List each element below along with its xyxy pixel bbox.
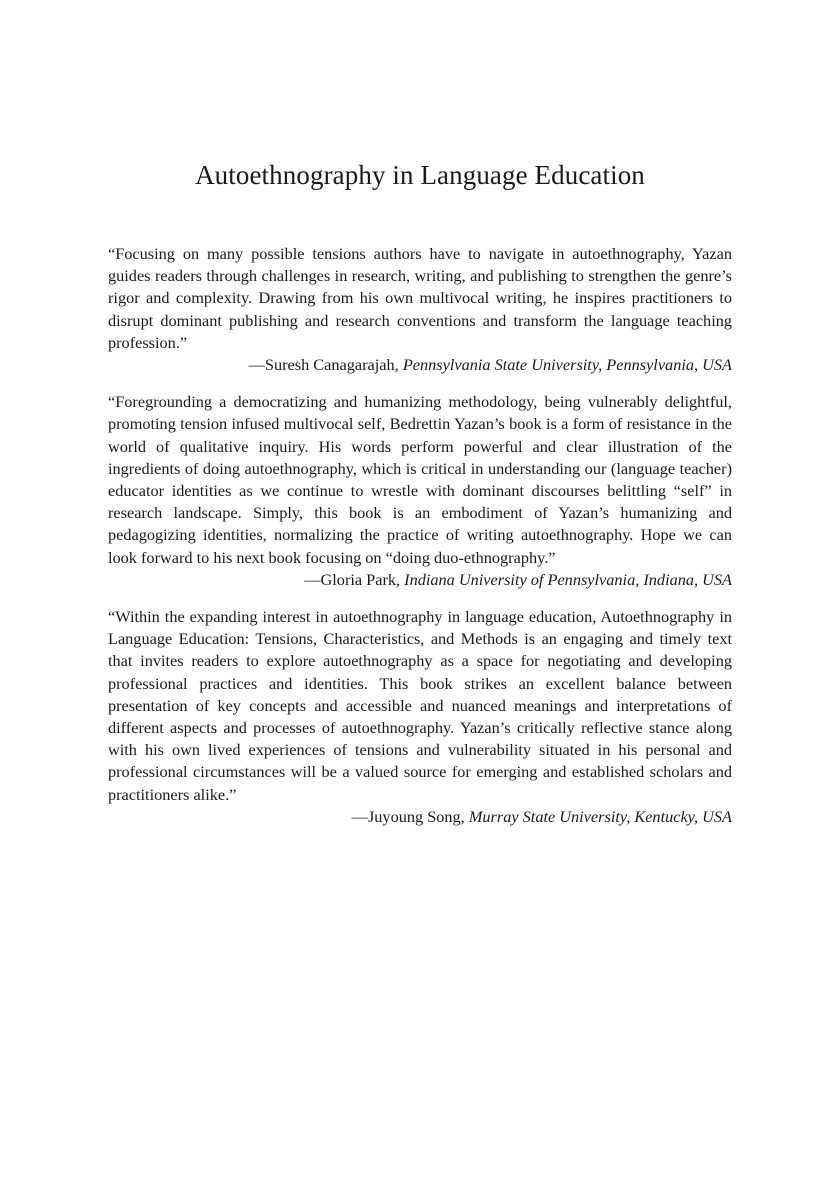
endorser-affiliation: Pennsylvania State University, Pennsylvania, USA <box>402 355 732 375</box>
endorsement-quote: “Focusing on many possible tensions authors have to navigate in autoethnography, Yazan guides readers through challenges in research, writing, and publishing to strengthen the genre’s rigor and complexity. Drawing from his own multivocal writing, he inspires practitioners to disrupt dominant publishing and research conventions and transform the language teaching profession.” <box>108 244 732 352</box>
endorsement-attribution <box>108 569 732 591</box>
endorser-affiliation: Murray State University, Kentucky, USA <box>468 806 732 826</box>
endorser-name: —Juyoung Song, <box>351 806 465 826</box>
endorser-name: —Suresh Canagarajah, <box>248 355 399 375</box>
endorsement-attribution <box>108 354 732 376</box>
endorsement-quote: “Foregrounding a democratizing and humanizing methodology, being vulnerably delightful, promoting tension infused multivocal self, Bedrettin Yazan’s book is a form of resistance in the world of qualitative inquiry. His words perform powerful and clear illustration of the ingredients of doing autoethnography, which is critical in understanding our (language teacher) educator identities as we continue to wrestle with dominant discourses belittling “self” in research landscape. Simply, this book is an embodiment of Yazan’s humanizing and pedagogizing identities, normalizing the practice of writing autoethnography. Hope we can look forward to his next book focusing on “doing duo-ethnography.” <box>108 392 732 567</box>
endorser-name: —Gloria Park, <box>304 569 401 589</box>
endorser-affiliation: Indiana University of Pennsylvania, Indiana, USA <box>404 569 732 589</box>
page <box>108 160 732 843</box>
endorsement-park <box>108 391 732 591</box>
endorsement-song <box>108 606 732 828</box>
endorsement-canagarajah <box>108 243 732 376</box>
endorsement-quote: “Within the expanding interest in autoethnography in language education, Autoethnography in Language Education: Tensions, Characteristics, and Methods is an engaging and timely text that invites readers to explore autoethnography as a space for negotiating and developing professional practices and identities. This book strikes an excellent balance between presentation of key concepts and accessible and nuanced meanings and interpretations of different aspects and processes of autoethnography. Yazan’s critically reflective stance along with his own lived experiences of tensions and vulnerability situated in his personal and professional circumstances will be a valued source for emerging and established scholars and practitioners alike.” <box>108 607 732 804</box>
page-title: Autoethnography in Language Education <box>195 160 645 190</box>
endorsement-attribution <box>108 806 732 828</box>
